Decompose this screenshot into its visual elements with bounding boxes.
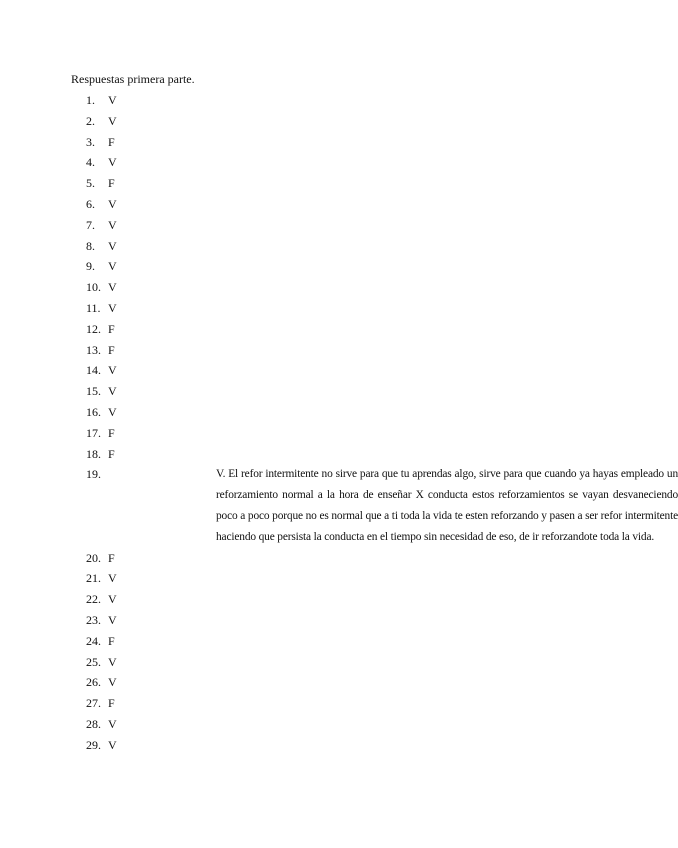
answer-number: 12. xyxy=(86,321,101,336)
answer-number: 22. xyxy=(86,592,101,607)
answer-item xyxy=(0,444,600,465)
answer-number: 21. xyxy=(86,571,101,586)
answer-item xyxy=(0,464,678,547)
answer-item xyxy=(0,381,600,402)
answer-value: F xyxy=(108,633,115,648)
answer-value: V xyxy=(108,675,117,690)
answer-value: V xyxy=(108,404,117,419)
answer-number: 16. xyxy=(86,404,101,419)
answer-item xyxy=(0,423,600,444)
answer-item xyxy=(0,194,600,215)
answer-number: 9. xyxy=(86,259,95,274)
page-heading: Respuestas primera parte. xyxy=(71,72,195,86)
answer-value: V xyxy=(108,113,117,128)
answer-value: F xyxy=(108,550,115,565)
answer-value: V xyxy=(108,93,117,107)
answer-list xyxy=(0,90,678,756)
answer-number: 10. xyxy=(86,280,101,295)
answer-value: V xyxy=(108,654,117,669)
answer-value: V xyxy=(108,612,117,627)
answer-value: V xyxy=(108,238,117,253)
answer-item xyxy=(0,152,600,173)
answer-number: 19. xyxy=(86,467,101,482)
answer-item xyxy=(0,277,600,298)
answer-item xyxy=(0,631,600,652)
answer-number: 3. xyxy=(86,134,95,149)
answer-item xyxy=(0,568,600,589)
answer-item xyxy=(0,132,600,153)
answer-value: V xyxy=(108,300,117,315)
answer-number: 23. xyxy=(86,612,101,627)
answer-item xyxy=(0,173,600,194)
answer-item xyxy=(0,402,600,423)
answer-item xyxy=(0,340,600,361)
answer-number: 29. xyxy=(86,737,101,752)
answer-item xyxy=(0,714,600,735)
answer-number: 15. xyxy=(86,384,101,399)
answer-item xyxy=(0,589,600,610)
answer-number: 11. xyxy=(86,300,101,315)
answer-number: 7. xyxy=(86,217,95,232)
answer-number: 2. xyxy=(86,113,95,128)
answer-item xyxy=(0,735,600,756)
answer-number: 4. xyxy=(86,155,95,170)
answer-value: F xyxy=(108,176,115,191)
answer-value: V xyxy=(108,384,117,399)
answer-number: 13. xyxy=(86,342,101,357)
answer-value: V xyxy=(108,217,117,232)
answer-item xyxy=(0,256,600,277)
answer-item xyxy=(0,652,600,673)
answer-number: 5. xyxy=(86,176,95,191)
answer-value: F xyxy=(108,134,115,149)
answer-value: V xyxy=(108,592,117,607)
answer-value: V xyxy=(108,737,117,752)
answer-value: F xyxy=(108,321,115,336)
answer-number: 27. xyxy=(86,696,101,711)
answer-item xyxy=(0,236,600,257)
answer-number: 1. xyxy=(86,93,95,107)
answer-value: V xyxy=(108,155,117,170)
answer-number: 26. xyxy=(86,675,101,690)
answer-number: 6. xyxy=(86,196,95,211)
answer-item xyxy=(0,548,600,569)
answer-item xyxy=(0,319,600,340)
answer-number: 17. xyxy=(86,425,101,440)
answer-value: V. El refor intermitente no sirve para que tu aprendas algo, sirve para que cuando ya hayas empleado un reforzamiento normal a la hora de enseñar X conducta estos reforzamientos se vayan desvaneciendo poco a poco porque no es normal que a ti toda la vida te esten reforzando y pasen a ser refor intermitente haciendo que persista la conducta en el tiempo sin necesidad de eso, de ir reforzandote toda la vida. xyxy=(216,468,678,543)
answer-number: 28. xyxy=(86,716,101,731)
answer-value: V xyxy=(108,196,117,211)
answer-item xyxy=(0,610,600,631)
answer-number: 18. xyxy=(86,446,101,461)
answer-value: V xyxy=(108,280,117,295)
answer-value: V xyxy=(108,571,117,586)
answer-item xyxy=(0,215,600,236)
answer-value: V xyxy=(108,259,117,274)
answer-number: 25. xyxy=(86,654,101,669)
answer-item xyxy=(0,672,600,693)
answer-value: F xyxy=(108,425,115,440)
answer-value: V xyxy=(108,716,117,731)
answer-value: F xyxy=(108,696,115,711)
answer-number: 14. xyxy=(86,363,101,378)
answer-value: V xyxy=(108,363,117,378)
answer-value: F xyxy=(108,342,115,357)
answer-number: 24. xyxy=(86,633,101,648)
answer-item xyxy=(0,90,600,111)
answer-item xyxy=(0,693,600,714)
answer-number: 8. xyxy=(86,238,95,253)
answer-item xyxy=(0,298,600,319)
answer-item xyxy=(0,111,600,132)
answer-value: F xyxy=(108,446,115,461)
answer-item xyxy=(0,360,600,381)
answer-number: 20. xyxy=(86,550,101,565)
